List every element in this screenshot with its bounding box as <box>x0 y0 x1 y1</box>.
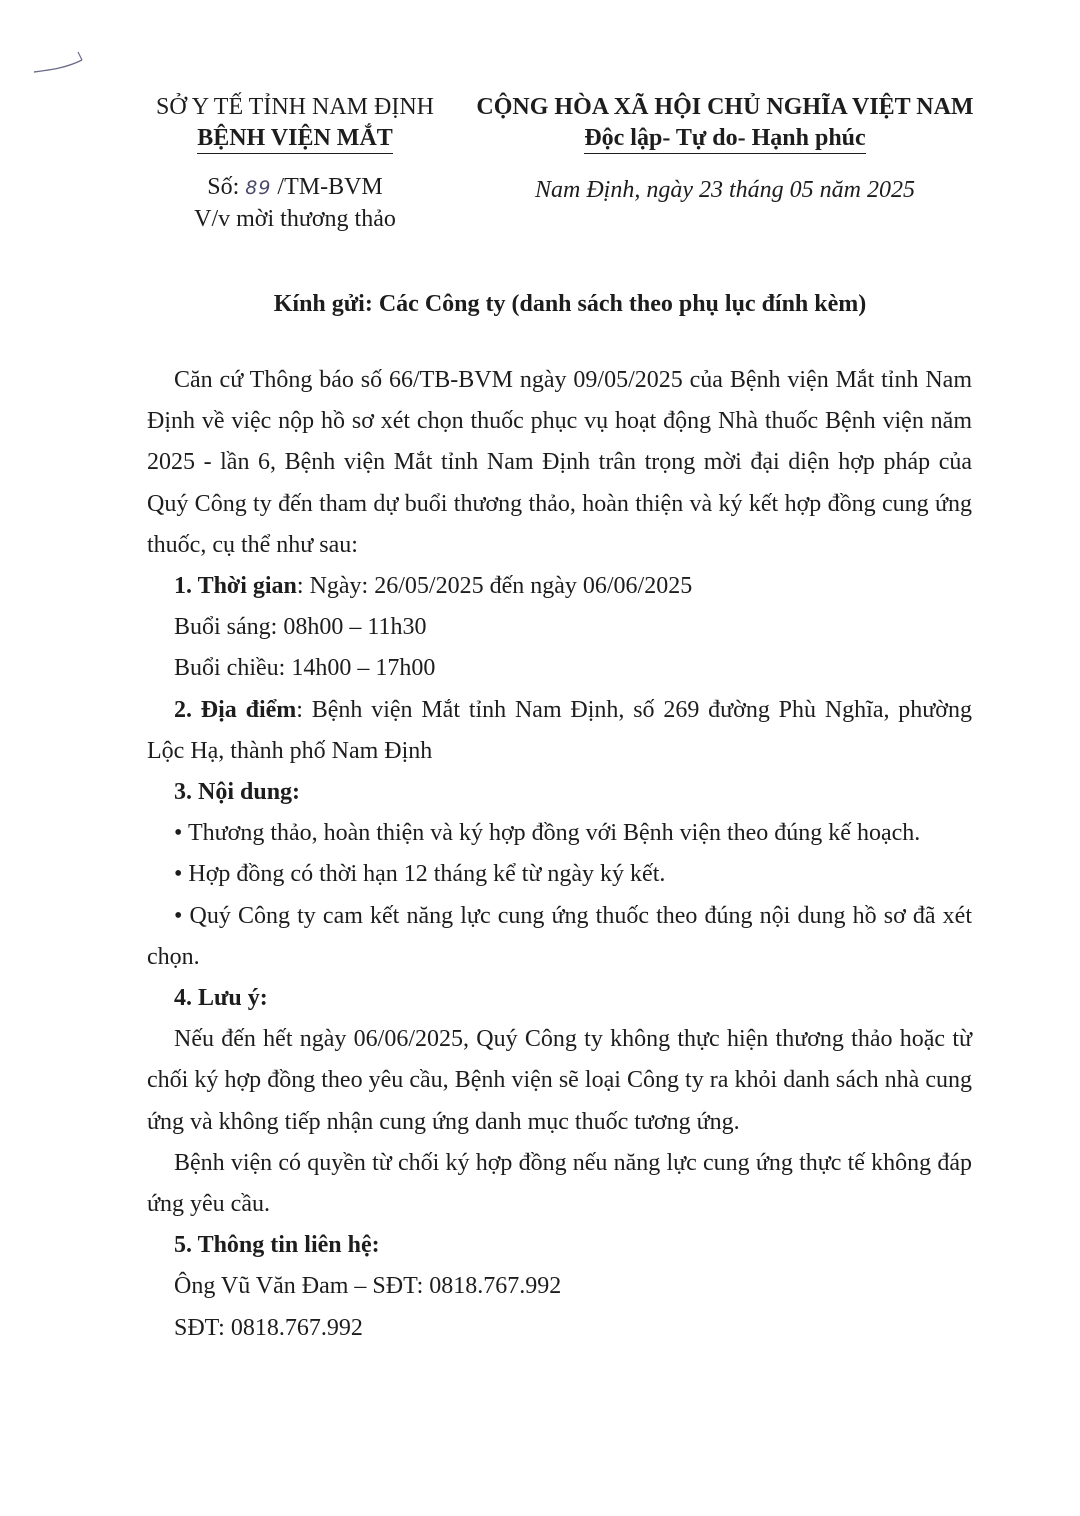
issuer-block <box>140 92 450 154</box>
hospital-name: BỆNH VIỆN MẮT <box>197 124 393 154</box>
note-paragraph-1: Nếu đến hết ngày 06/06/2025, Quý Công ty không thực hiện thương thảo hoặc từ chối ký hợp đồng theo yêu cầu, Bệnh viện sẽ loại Công ty ra khỏi danh sách nhà cung ứng và không tiếp nhận cung ứng danh mục thuốc tương ứng. <box>147 1026 972 1135</box>
place-and-date: Nam Định, ngày 23 tháng 05 năm 2025 <box>535 177 915 203</box>
time-line <box>147 566 972 607</box>
note-heading: 4. Lưu ý: <box>174 985 268 1012</box>
content-bullet-2: • Hợp đồng có thời hạn 12 tháng kể từ ngày ký kết. <box>174 861 666 888</box>
intro-paragraph: Căn cứ Thông báo số 66/TB-BVM ngày 09/05/2025 của Bệnh viện Mắt tỉnh Nam Định về việc nộp hồ sơ xét chọn thuốc phục vụ hoạt động Nhà thuốc Bệnh viện năm 2025 - lần 6, Bệnh viện Mắt tỉnh Nam Định trân trọng mời đại diện hợp pháp của Quý Công ty đến tham dự buổi thương thảo, hoàn thiện và ký kết hợp đồng cung ứng thuốc, cụ thể như sau: <box>147 367 972 558</box>
letter-body <box>147 360 972 1349</box>
time-heading: 1. Thời gian <box>174 573 297 600</box>
content-bullet-1: • Thương thảo, hoàn thiện và ký hợp đồng với Bệnh viện theo đúng kế hoạch. <box>174 820 921 847</box>
contact-line-2: SĐT: 0818.767.992 <box>174 1314 363 1341</box>
document-reference <box>140 172 450 235</box>
recipient-line: Kính gửi: Các Công ty (danh sách theo phụ lục đính kèm) <box>273 291 867 317</box>
national-header <box>460 92 990 154</box>
morning-session: Buổi sáng: 08h00 – 11h30 <box>174 614 427 641</box>
location-value: : Bệnh viện Mắt tỉnh Nam Định, số 269 đường Phù Nghĩa, phường Lộc Hạ, thành phố Nam Định <box>147 696 972 764</box>
document-number: Số: 89 /TM-BVM <box>207 174 383 200</box>
content-heading: 3. Nội dung: <box>174 779 301 806</box>
national-motto: Độc lập- Tự do- Hạnh phúc <box>584 124 865 154</box>
contact-heading: 5. Thông tin liên hệ: <box>174 1232 380 1259</box>
content-bullet-3: • Quý Công ty cam kết năng lực cung ứng thuốc theo đúng nội dung hồ sơ đã xét chọn. <box>147 902 972 970</box>
scan-pen-mark <box>30 48 90 78</box>
time-value: : Ngày: 26/05/2025 đến ngày 06/06/2025 <box>296 573 693 600</box>
document-subject: V/v mời thương thảo <box>194 206 396 232</box>
location-heading: 2. Địa điểm <box>174 696 297 723</box>
nation-title: CỘNG HÒA XÃ HỘI CHỦ NGHĨA VIỆT NAM <box>476 94 974 120</box>
department-name: SỞ Y TẾ TỈNH NAM ĐỊNH <box>156 94 434 120</box>
contact-line-1: Ông Vũ Văn Đam – SĐT: 0818.767.992 <box>174 1273 562 1300</box>
location-line <box>147 690 972 772</box>
afternoon-session: Buổi chiều: 14h00 – 17h00 <box>174 655 436 682</box>
note-paragraph-2: Bệnh viện có quyền từ chối ký hợp đồng nếu năng lực cung ứng thực tế không đáp ứng yêu cầu. <box>147 1149 972 1218</box>
handwritten-number: 89 <box>245 177 272 199</box>
